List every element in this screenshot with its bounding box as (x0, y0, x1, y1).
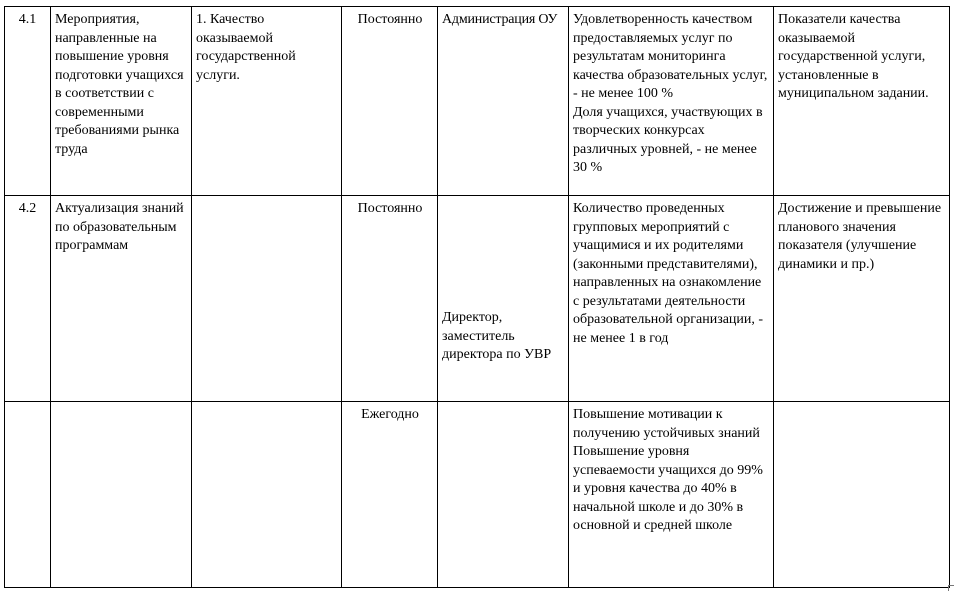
direction-cell: 1. Качество оказываемой государственной услуги. (192, 7, 342, 196)
executor-cell (438, 196, 569, 402)
indicator-cell: Удовлетворенность качеством предоставляемых услуг по результатам мониторинга качества образовательных услуг, - не менее 100 % Доля учащихся, участвующих в творческих конкурсах различных уровней, - не менее 30 % (569, 7, 774, 196)
indicator-cell: Количество проведенных групповых мероприятий с учащимися и их родителями (законными представителями), направленных на ознакомление с результатами деятельности образовательной организации, - не менее 1 в год (569, 196, 774, 402)
period-cell: Постоянно (342, 196, 438, 402)
row-number (5, 402, 51, 588)
executor-text: Директор, заместитель директора по УВР (442, 310, 552, 362)
measure-cell: Мероприятия, направленные на повышение уровня подготовки учащихся в соответствии с современными требованиями рынка труда (51, 7, 192, 196)
table-row (5, 7, 950, 196)
result-cell (774, 402, 950, 588)
executor-cell (438, 402, 569, 588)
row-number: 4.2 (5, 196, 51, 402)
measures-table (4, 6, 950, 588)
executor-cell: Администрация ОУ (438, 7, 569, 196)
direction-cell (192, 196, 342, 402)
result-cell: Достижение и превышение планового значения показателя (улучшение динамики и пр.) (774, 196, 950, 402)
period-cell: Ежегодно (342, 402, 438, 588)
result-cell: Показатели качества оказываемой государственной услуги, установленные в муниципальном задании. (774, 7, 950, 196)
period-cell: Постоянно (342, 7, 438, 196)
table-row (5, 196, 950, 402)
measure-cell: Актуализация знаний по образовательным программам (51, 196, 192, 402)
row-number: 4.1 (5, 7, 51, 196)
direction-cell (192, 402, 342, 588)
table-row (5, 402, 950, 588)
page-corner-mark (948, 585, 954, 591)
indicator-cell: Повышение мотивации к получению устойчивых знаний Повышение уровня успеваемости учащихся до 99% и уровня качества до 40% в начальной школе и до 30% в основной и средней школе (569, 402, 774, 588)
measure-cell (51, 402, 192, 588)
